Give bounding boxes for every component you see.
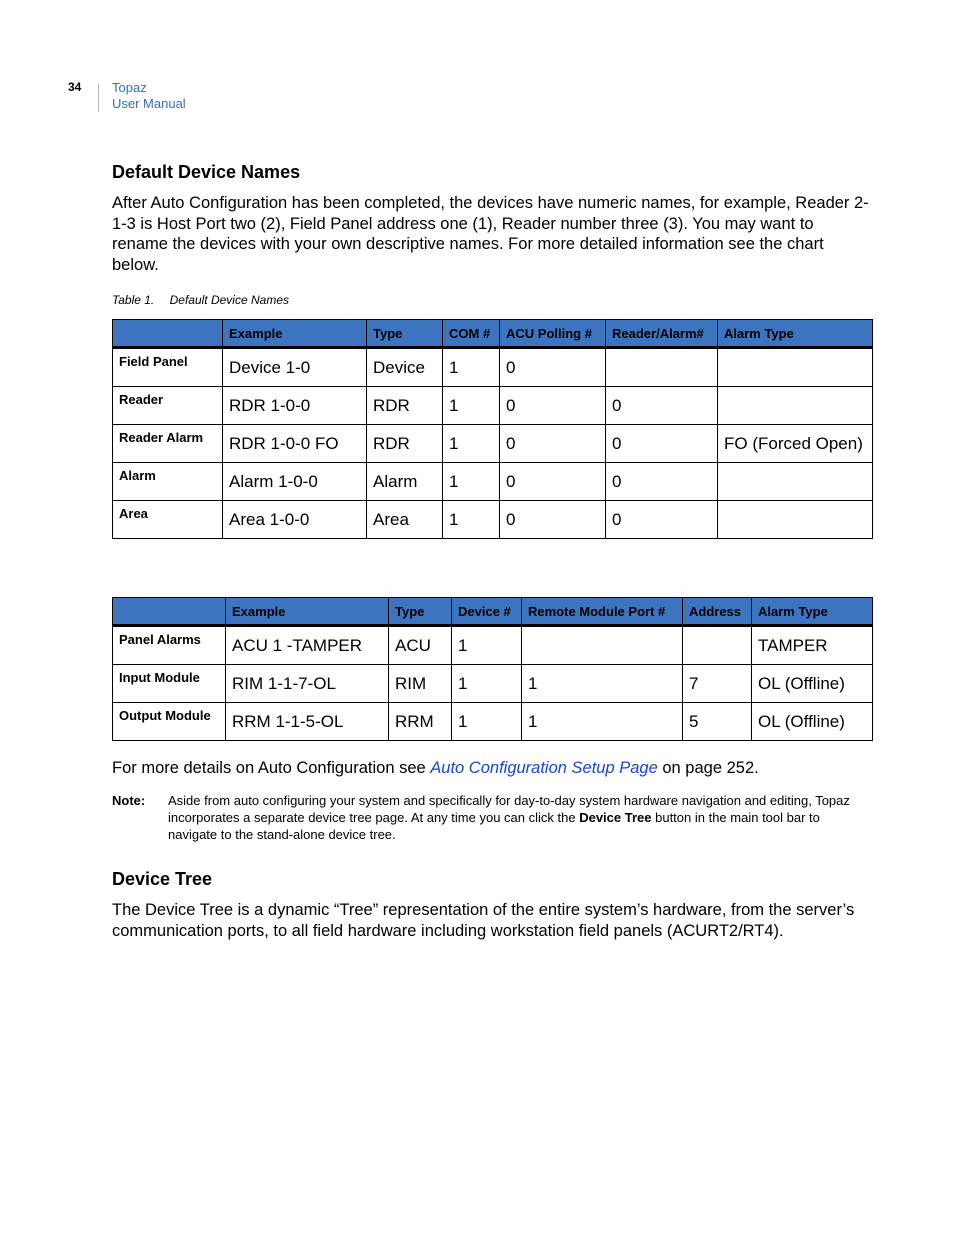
- row-label: Area: [113, 501, 223, 539]
- note-device-tree-term: Device Tree: [579, 810, 652, 825]
- table-row: [113, 703, 873, 741]
- table-header-row: [113, 598, 873, 626]
- table-cell: [718, 501, 873, 539]
- table-caption: [112, 293, 872, 307]
- table-cell: Alarm 1-0-0: [223, 463, 367, 501]
- column-header: [113, 320, 223, 348]
- more-details-paragraph: [112, 758, 872, 778]
- table-row: [113, 463, 873, 501]
- column-header-device: Device #: [452, 598, 522, 626]
- table-row: [113, 348, 873, 387]
- table-row: [113, 387, 873, 425]
- table-cell: TAMPER: [752, 626, 873, 665]
- table-cell: Area 1-0-0: [223, 501, 367, 539]
- table-cell: 0: [606, 425, 718, 463]
- table-cell: 1: [443, 425, 500, 463]
- table-cell: [606, 348, 718, 387]
- table-cell: 0: [606, 387, 718, 425]
- note-text: [168, 792, 872, 843]
- more-details-suffix: on page 252.: [662, 759, 759, 777]
- table-cell: 1: [452, 703, 522, 741]
- table-cell: 0: [500, 387, 606, 425]
- table-cell: OL (Offline): [752, 703, 873, 741]
- row-label: Input Module: [113, 665, 226, 703]
- note-text-after: button in the main tool bar to navigate to the stand-alone device tree.: [168, 810, 820, 842]
- table-cell: RRM 1-1-5-OL: [226, 703, 389, 741]
- table-cell: 5: [683, 703, 752, 741]
- table-caption-title: Default Device Names: [169, 293, 289, 307]
- table-cell: 1: [522, 665, 683, 703]
- table-cell: 0: [500, 501, 606, 539]
- column-header-acu-polling: ACU Polling #: [500, 320, 606, 348]
- table-cell: RRM: [389, 703, 452, 741]
- more-details-prefix: For more details on Auto Configuration see: [112, 759, 426, 777]
- section-title-device-tree: Device Tree: [112, 869, 213, 889]
- table-cell: RIM 1-1-7-OL: [226, 665, 389, 703]
- intro-paragraph: After Auto Configuration has been completed, the devices have numeric names, for example, Reader 2-1-3 is Host Port two (2), Field Panel address one (1), Reader number three (3). You may want to rename the devices with your own descriptive names. For more detailed information see the chart below.: [112, 194, 869, 274]
- table-cell: 1: [522, 703, 683, 741]
- column-header-reader-alarm: Reader/Alarm#: [606, 320, 718, 348]
- device-tree-paragraph: The Device Tree is a dynamic “Tree” representation of the entire system’s hardware, from the server’s communication ports, to all field hardware including workstation field panels (ACURT2/RT4).: [112, 901, 855, 940]
- header-title: [112, 80, 186, 112]
- column-header: [113, 598, 226, 626]
- table-cell: RDR: [367, 425, 443, 463]
- table-row: [113, 665, 873, 703]
- table-cell: 0: [500, 463, 606, 501]
- module-device-names-table: [112, 597, 873, 741]
- table-cell: ACU: [389, 626, 452, 665]
- header-product: Topaz: [112, 80, 147, 95]
- table-caption-number: Table 1.: [112, 293, 155, 307]
- table-cell: 1: [443, 387, 500, 425]
- default-device-names-table: [112, 319, 873, 539]
- row-label: Output Module: [113, 703, 226, 741]
- table-cell: 0: [500, 348, 606, 387]
- table-row: [113, 626, 873, 665]
- header-divider: [98, 84, 99, 112]
- table-cell: Device 1-0: [223, 348, 367, 387]
- table-cell: [718, 348, 873, 387]
- row-label: Reader: [113, 387, 223, 425]
- table-cell: 0: [606, 501, 718, 539]
- table-cell: RIM: [389, 665, 452, 703]
- table-cell: [683, 626, 752, 665]
- column-header-type: Type: [367, 320, 443, 348]
- table-cell: 0: [606, 463, 718, 501]
- header-manual: User Manual: [112, 96, 186, 111]
- table-cell: 1: [452, 665, 522, 703]
- row-label: Alarm: [113, 463, 223, 501]
- section-title-default-device-names: Default Device Names: [112, 162, 301, 182]
- column-header-remote-module-port: Remote Module Port #: [522, 598, 683, 626]
- table-cell: RDR 1-0-0: [223, 387, 367, 425]
- table-cell: 1: [443, 348, 500, 387]
- table-cell: 0: [500, 425, 606, 463]
- table-cell: Alarm: [367, 463, 443, 501]
- note-label: Note:: [112, 793, 146, 808]
- table-cell: [718, 463, 873, 501]
- table-cell: FO (Forced Open): [718, 425, 873, 463]
- row-label: Reader Alarm: [113, 425, 223, 463]
- note-block: [112, 792, 872, 843]
- table-row: [113, 501, 873, 539]
- table-cell: [718, 387, 873, 425]
- table-cell: RDR: [367, 387, 443, 425]
- table-cell: OL (Offline): [752, 665, 873, 703]
- table-cell: ACU 1 -TAMPER: [226, 626, 389, 665]
- table-cell: Device: [367, 348, 443, 387]
- table-cell: 1: [443, 501, 500, 539]
- column-header-example: Example: [223, 320, 367, 348]
- table-cell: 1: [452, 626, 522, 665]
- column-header-address: Address: [683, 598, 752, 626]
- column-header-type: Type: [389, 598, 452, 626]
- column-header-alarm-type: Alarm Type: [752, 598, 873, 626]
- table-row: [113, 425, 873, 463]
- auto-configuration-setup-link[interactable]: Auto Configuration Setup Page: [430, 759, 658, 777]
- column-header-com: COM #: [443, 320, 500, 348]
- row-label: Panel Alarms: [113, 626, 226, 665]
- note-text-before: Aside from auto configuring your system and specifically for day-to-day system hardware navigation and editing, Topaz incorporates a separate device tree page. At any time you can click the: [168, 793, 850, 825]
- page-number: 34: [68, 80, 82, 94]
- row-label: Field Panel: [113, 348, 223, 387]
- page-content: [112, 160, 872, 941]
- table-cell: RDR 1-0-0 FO: [223, 425, 367, 463]
- column-header-alarm-type: Alarm Type: [718, 320, 873, 348]
- table-cell: [522, 626, 683, 665]
- table-cell: 1: [443, 463, 500, 501]
- table-cell: 7: [683, 665, 752, 703]
- column-header-example: Example: [226, 598, 389, 626]
- table-cell: Area: [367, 501, 443, 539]
- table-header-row: [113, 320, 873, 348]
